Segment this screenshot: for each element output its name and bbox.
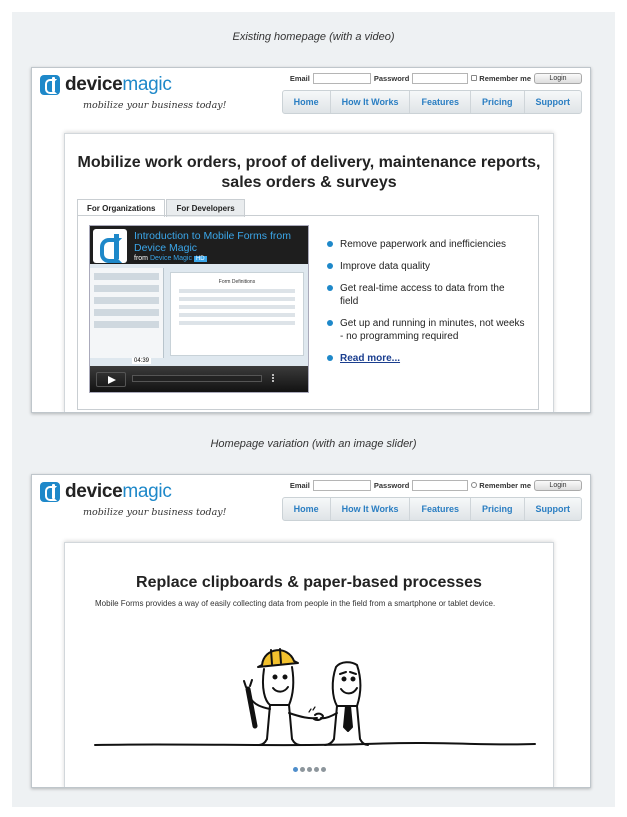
video-byline: from Device Magic HD <box>134 255 205 262</box>
hero-panel <box>64 133 554 413</box>
caption-variation: Homepage variation (with an image slider) <box>210 438 417 450</box>
list-item: Improve data quality <box>325 260 525 273</box>
nav-how-it-works[interactable]: How It Works <box>330 91 410 113</box>
video-elapsed-time: 04:39 <box>134 358 150 364</box>
email-label: Email <box>289 481 310 490</box>
video-author[interactable]: Device Magic <box>149 255 192 262</box>
list-item: Get real-time access to data from the field <box>325 282 525 308</box>
benefits-list <box>325 238 525 374</box>
tab-for-developers[interactable]: For Developers <box>166 199 244 217</box>
brand-magic: magic <box>122 481 172 502</box>
slider-pagination <box>65 767 553 772</box>
brand-device: device <box>65 481 123 502</box>
login-button[interactable]: Login <box>534 73 582 84</box>
nav-support[interactable]: Support <box>524 498 582 520</box>
email-field[interactable] <box>313 73 371 84</box>
brand-device: device <box>65 74 123 95</box>
device-magic-logo-icon <box>40 482 60 502</box>
nav-pricing[interactable]: Pricing <box>470 498 524 520</box>
email-label: Email <box>289 74 310 83</box>
email-field[interactable] <box>313 480 371 491</box>
slider-dot-2[interactable] <box>300 767 305 772</box>
slider-dot-3[interactable] <box>307 767 312 772</box>
slide-headline: Replace clipboards & paper-based processes <box>136 574 482 591</box>
tab-content <box>77 215 539 410</box>
volume-icon[interactable] <box>272 374 304 382</box>
hd-badge: HD <box>195 256 205 262</box>
nav-features[interactable]: Features <box>409 498 470 520</box>
password-label: Password <box>373 74 410 83</box>
remember-me-label: Remember me <box>479 74 531 83</box>
login-bar <box>290 480 582 491</box>
password-field[interactable] <box>412 73 468 84</box>
nav-home[interactable]: Home <box>293 97 319 107</box>
variation-homepage-screenshot <box>31 474 591 788</box>
tagline: mobilize your business today! <box>83 100 227 111</box>
video-form-heading: Form Definitions <box>218 279 256 285</box>
nav-support[interactable]: Support <box>524 91 582 113</box>
video-player[interactable] <box>89 225 309 393</box>
remember-me-checkbox[interactable] <box>471 75 477 81</box>
slider-dot-1[interactable] <box>293 767 298 772</box>
nav-pricing[interactable]: Pricing <box>470 91 524 113</box>
main-nav <box>282 497 582 521</box>
list-item: Get up and running in minutes, not weeks - no programming required <box>325 317 525 343</box>
password-field[interactable] <box>412 480 468 491</box>
slider-panel <box>64 542 554 788</box>
password-label: Password <box>373 481 410 490</box>
list-item: Remove paperwork and inefficiencies <box>325 238 525 251</box>
video-logo-icon <box>93 229 127 263</box>
slider-dot-4[interactable] <box>314 767 319 772</box>
device-magic-logo-icon <box>40 75 60 95</box>
play-icon[interactable] <box>96 372 126 387</box>
video-header <box>90 226 309 264</box>
nav-how-it-works[interactable]: How It Works <box>330 498 410 520</box>
nav-features[interactable]: Features <box>409 91 470 113</box>
remember-me-checkbox[interactable] <box>471 482 477 488</box>
login-button[interactable]: Login <box>534 480 582 491</box>
video-progress-bar[interactable] <box>132 375 262 382</box>
video-title[interactable]: Introduction to Mobile Forms from Device Magic <box>134 230 291 254</box>
video-controls <box>90 358 309 392</box>
slide-description: Mobile Forms provides a way of easily collecting data from people in the field from a smartphone or tablet device. <box>95 599 496 608</box>
video-frame-form <box>170 272 304 356</box>
illustration-workers-handshake <box>65 631 555 761</box>
video-frame-sidebar <box>90 268 164 358</box>
brand-magic: magic <box>122 74 172 95</box>
read-more-item <box>325 352 525 365</box>
slider-dot-5[interactable] <box>321 767 326 772</box>
existing-homepage-screenshot <box>31 67 591 413</box>
hero-headline: Mobilize work orders, proof of delivery, maintenance reports, sales orders & surveys <box>77 154 541 191</box>
nav-home[interactable]: Home <box>293 504 319 514</box>
logo[interactable] <box>40 74 172 96</box>
logo[interactable] <box>40 481 172 503</box>
read-more-link[interactable]: Read more... <box>340 353 401 364</box>
login-bar <box>290 73 582 84</box>
main-nav <box>282 90 582 114</box>
tab-for-organizations[interactable]: For Organizations <box>77 199 165 217</box>
caption-existing: Existing homepage (with a video) <box>232 31 395 43</box>
tagline: mobilize your business today! <box>83 507 227 518</box>
remember-me-label: Remember me <box>479 481 531 490</box>
